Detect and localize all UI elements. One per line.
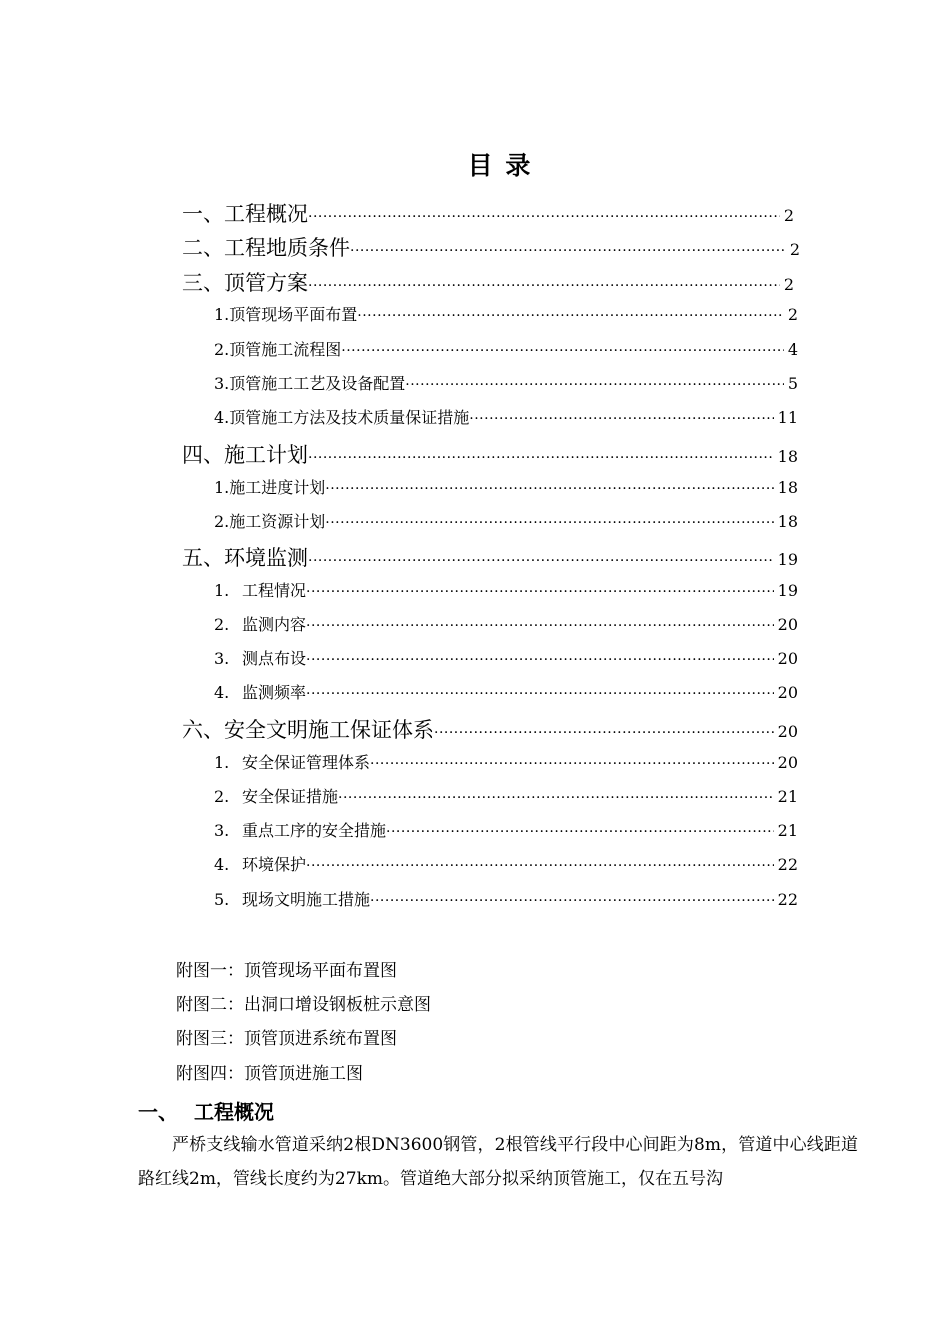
toc-entry[interactable]: [214, 818, 798, 841]
toc-page-number: 11: [777, 408, 798, 427]
toc-entry-label: 1.施工进度计划: [214, 478, 326, 497]
toc-page-number: 4: [787, 340, 798, 359]
toc-page-number: 20: [777, 753, 798, 772]
toc-entry-number: 2.: [214, 615, 230, 634]
section-title: 工程概况: [194, 1100, 274, 1124]
toc-page-number: 18: [777, 512, 798, 531]
toc-leader-dots: [308, 553, 774, 569]
toc-entry-number: 5.: [214, 890, 230, 909]
toc-entry-number: 1.: [214, 581, 230, 600]
toc-entry-label: [214, 887, 370, 910]
toc-entry[interactable]: [214, 612, 798, 635]
toc-leader-dots: [350, 243, 786, 259]
toc-entry[interactable]: [214, 680, 798, 703]
toc-entry[interactable]: [182, 198, 794, 228]
toc-entry-label: [214, 852, 306, 875]
toc-entry-text: 安全保证措施: [242, 787, 339, 806]
toc-page-number: 20: [777, 683, 798, 702]
appendix-item: 附图四：顶管顶进施工图: [176, 1064, 363, 1084]
toc-entry-label: [214, 578, 306, 601]
toc-entry[interactable]: [214, 784, 798, 807]
toc-leader-dots: [405, 377, 784, 393]
toc-leader-dots: [308, 209, 780, 225]
toc-entry[interactable]: [182, 267, 794, 297]
toc-entry-text: 工程情况: [242, 581, 307, 600]
toc-entry-label: 一、工程概况: [182, 202, 308, 226]
toc-page-number: 5: [787, 374, 798, 393]
toc-entry-text: 监测频率: [242, 683, 307, 702]
body-paragraph: 严桥支线输水管道采纳2根DN3600钢管，2根管线平行段中心间距为8m，管道中心线距道路红线2m，管线长度约为27km。管道绝大部分拟采纳顶管施工，仅在五号沟: [138, 1135, 858, 1189]
toc-leader-dots: [469, 411, 773, 427]
toc-leader-dots: [325, 481, 773, 497]
toc-leader-dots: [306, 686, 774, 702]
toc-entry-number: 2.: [214, 787, 230, 806]
toc-page-number: 22: [777, 855, 798, 874]
toc-leader-dots: [306, 652, 774, 668]
toc-leader-dots: [370, 893, 774, 909]
toc-entry[interactable]: [182, 439, 798, 469]
toc-entry-number: 4.: [214, 855, 230, 874]
toc-page-number: 19: [777, 581, 798, 600]
appendix-item: 附图一：顶管现场平面布置图: [176, 961, 397, 981]
toc-entry-label: 2.施工资源计划: [214, 512, 326, 531]
toc-entry[interactable]: [214, 337, 798, 360]
toc-entry[interactable]: [214, 475, 798, 498]
toc-entry[interactable]: [182, 542, 798, 572]
toc-entry-label: 六、安全文明施工保证体系: [182, 718, 434, 742]
toc-leader-dots: [306, 858, 774, 874]
toc-leader-dots: [308, 450, 774, 466]
toc-entry-label: 四、施工计划: [182, 443, 308, 467]
toc-page-number: 18: [777, 447, 798, 466]
toc-page-number: 22: [777, 890, 798, 909]
toc-page-number: 21: [777, 787, 798, 806]
toc-page-number: 18: [777, 478, 798, 497]
toc-entry[interactable]: [214, 646, 798, 669]
toc-entry[interactable]: [214, 750, 798, 773]
toc-entry[interactable]: [182, 714, 798, 744]
toc-entry-text: 环境保护: [242, 855, 307, 874]
toc-page-number: 20: [777, 649, 798, 668]
toc-entry-text: 安全保证管理体系: [242, 753, 371, 772]
toc-page-number: 20: [777, 615, 798, 634]
toc-leader-dots: [341, 343, 784, 359]
toc-page-number: 2: [789, 240, 800, 259]
toc-entry-number: 1.: [214, 753, 230, 772]
toc-entry[interactable]: [214, 852, 798, 875]
toc-entry-label: 1.顶管现场平面布置: [214, 305, 358, 324]
toc-entry-label: 三、顶管方案: [182, 271, 308, 295]
toc-page-number: 2: [783, 206, 794, 225]
toc-entry-text: 监测内容: [242, 615, 307, 634]
toc-entry[interactable]: [182, 232, 800, 262]
toc-leader-dots: [370, 756, 774, 772]
section-number: 一、: [138, 1100, 178, 1124]
toc-leader-dots: [386, 824, 774, 840]
toc-entry[interactable]: [214, 509, 798, 532]
toc-entry[interactable]: [214, 405, 798, 428]
toc-entry-text: 测点布设: [242, 649, 307, 668]
toc-entry-label: [214, 818, 386, 841]
toc-entry-number: 3.: [214, 649, 230, 668]
toc-entry-text: 重点工序的安全措施: [242, 821, 387, 840]
toc-page-number: 19: [777, 550, 798, 569]
toc-leader-dots: [338, 790, 774, 806]
toc-leader-dots: [325, 515, 773, 531]
toc-entry-label: 二、工程地质条件: [182, 236, 350, 260]
toc-leader-dots: [308, 278, 780, 294]
toc-entry-label: [214, 612, 306, 635]
toc-entry[interactable]: [214, 578, 798, 601]
toc-entry-number: 4.: [214, 683, 230, 702]
toc-leader-dots: [306, 584, 774, 600]
toc-entry[interactable]: [214, 371, 798, 394]
toc-entry[interactable]: [214, 887, 798, 910]
toc-leader-dots: [434, 725, 774, 741]
toc-entry-label: [214, 680, 306, 703]
toc-page-number: 2: [783, 275, 794, 294]
appendix-item: 附图二：出洞口增设钢板桩示意图: [176, 995, 431, 1015]
toc-page-number: 20: [777, 722, 798, 741]
toc-entry-text: 现场文明施工措施: [242, 890, 371, 909]
toc-leader-dots: [357, 308, 784, 324]
toc-entry-label: [214, 750, 370, 773]
section-heading: [138, 1096, 274, 1125]
page-title: 目 录: [467, 151, 533, 180]
appendix-item: 附图三：顶管顶进系统布置图: [176, 1029, 397, 1049]
toc-entry-label: 3.顶管施工工艺及设备配置: [214, 374, 406, 393]
toc-page-number: 21: [777, 821, 798, 840]
toc-entry-label: 4.顶管施工方法及技术质量保证措施: [214, 408, 470, 427]
toc-entry-label: 五、环境监测: [182, 546, 308, 570]
toc-entry-label: 2.顶管施工流程图: [214, 340, 342, 359]
toc-entry-label: [214, 784, 338, 807]
toc-page-number: 2: [787, 305, 798, 324]
toc-entry-number: 3.: [214, 821, 230, 840]
toc-entry[interactable]: [214, 302, 798, 325]
toc-entry-label: [214, 646, 306, 669]
toc-leader-dots: [306, 618, 774, 634]
